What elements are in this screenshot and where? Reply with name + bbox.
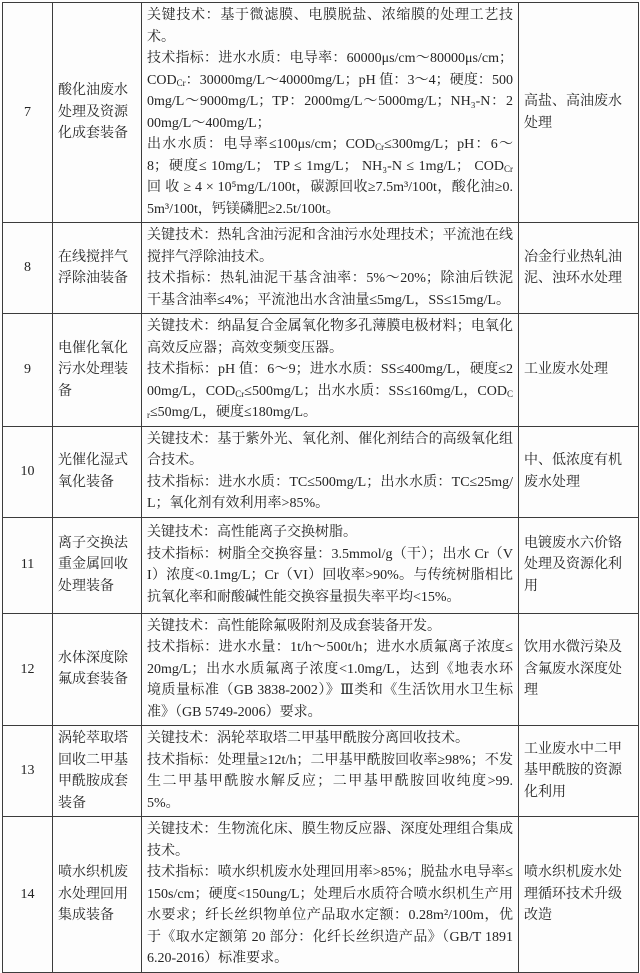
- table-row: [3, 817, 639, 973]
- tech-description: [142, 613, 519, 726]
- table-row: [3, 223, 639, 314]
- tech-description: [142, 726, 519, 817]
- description-paragraph: 关键技术：基于微滤膜、电膜脱盐、浓缩膜的处理工艺技术。: [147, 8, 513, 45]
- description-paragraph: 出水水质：电导率≤100μs/cm；$COD_{Cr}\le 300mg/L$；pH：6～8；硬度≤ 10mg/L； TP ≤ 1mg/L； NH₃-N ≤ 1mg/L； $COD_{Cr}$ 回 收 ≥ 4 × 10⁵mg/L/100t，碳源回收≥7.5m³/100t，酸化油≥0.5m³/100t，钙镁磷肥≥2.5t/100t。: [147, 137, 513, 217]
- row-number: 12: [3, 613, 53, 726]
- equipment-name: 光催化湿式氧化装备: [53, 426, 142, 517]
- table-row: [3, 314, 639, 427]
- tech-description: [142, 517, 519, 613]
- table-row: [3, 3, 639, 223]
- row-number: 13: [3, 726, 53, 817]
- table-row: [3, 426, 639, 517]
- description-paragraph: 关键技术：高性能离子交换树脂。: [147, 525, 357, 540]
- equipment-name: 离子交换法重金属回收处理装备: [53, 517, 142, 613]
- equipment-name: 喷水织机废水处理回用集成装备: [53, 817, 142, 973]
- application-field: 高盐、高油废水处理: [519, 3, 639, 223]
- equipment-name: 电催化氧化污水处理装备: [53, 314, 142, 427]
- description-paragraph: 关键技术：基于紫外光、氧化剂、催化剂结合的高级氧化组合技术。: [147, 431, 513, 468]
- application-field: 冶金行业热轧油泥、浊环水处理: [519, 223, 639, 314]
- description-paragraph: 技术指标：处理量≥12t/h；二甲基甲酰胺回收率≥98%；不发生二甲基甲酰胺水解反应；二甲基甲酰胺回收纯度>99.5%。: [147, 752, 513, 811]
- row-number: 10: [3, 426, 53, 517]
- application-field: 中、低浓度有机废水处理: [519, 426, 639, 517]
- equipment-name: 酸化油废水处理及资源化成套装备: [53, 3, 142, 223]
- row-number: 9: [3, 314, 53, 427]
- table-row: [3, 726, 639, 817]
- equipment-name: 在线搅拌气浮除油装备: [53, 223, 142, 314]
- description-paragraph: 技术指标：进水水量：1t/h～500t/h；进水水质氟离子浓度≤20mg/L；出水水质氟离子浓度<1.0mg/L，达到《地表水环境质量标准（GB 3838-2002）》Ⅲ类和《生活饮用水卫生标准》（GB 5749-2006）要求。: [147, 640, 513, 720]
- description-paragraph: 技术指标：喷水织机废水处理回用率>85%；脱盐水电导率≤150s/cm；硬度<150ung/L；处理后水质符合喷水织机生产用水要求；纤长丝织物单位产品取水定额：0.28m²/100m，优于《取水定额第 20 部分：化纤长丝织造产品》（GB/T 18916.20-2016）标准要求。: [147, 865, 513, 966]
- description-paragraph: 技术指标：热轧油泥干基含油率：5%～20%；除油后铁泥干基含油率≤4%；平流池出水含油量≤5mg/L，SS≤15mg/L。: [147, 271, 513, 308]
- description-paragraph: 技术指标：树脂全交换容量：3.5mmol/g（干）；出水 Cr（VI）浓度<0.1mg/L；Cr（VI）回收率>90%。与传统树脂相比抗氧化率和耐酸碱性能交换容量损失率平均<15%。: [147, 546, 513, 605]
- description-paragraph: 技术指标：pH 值：6～9；进水水质：SS≤400mg/L，硬度≤200mg/L，$COD_{Cr}\le 500mg/L$；出水水质：SS≤160mg/L，$COD_{Cr}\le 50mg/L$，硬度≤180mg/L。: [147, 362, 513, 420]
- tech-description: [142, 817, 519, 973]
- application-field: 工业废水处理: [519, 314, 639, 427]
- table-body: [3, 3, 639, 973]
- application-field: 电镀废水六价铬处理及资源化利用: [519, 517, 639, 613]
- technology-equipment-table: [2, 2, 639, 973]
- description-paragraph: 关键技术：涡轮萃取塔二甲基甲酰胺分离回收技术。: [147, 731, 469, 746]
- table-row: [3, 517, 639, 613]
- equipment-name: 涡轮萃取塔回收二甲基甲酰胺成套装备: [53, 726, 142, 817]
- equipment-name: 水体深度除氟成套装备: [53, 613, 142, 726]
- tech-description: [142, 3, 519, 223]
- tech-description: [142, 426, 519, 517]
- application-field: 饮用水微污染及含氟废水深度处理: [519, 613, 639, 726]
- application-field: 工业废水中二甲基甲酰胺的资源化利用: [519, 726, 639, 817]
- description-paragraph: 技术指标：进水水质：TC≤500mg/L；出水水质：TC≤25mg/L；氧化剂有效利用率>85%。: [147, 474, 513, 511]
- tech-description: [142, 223, 519, 314]
- row-number: 11: [3, 517, 53, 613]
- description-paragraph: 关键技术：热轧含油污泥和含油污水处理技术；平流池在线搅拌气浮除油技术。: [147, 228, 513, 265]
- description-paragraph: 技术指标：进水水质：电导率：60000μs/cm～80000μs/cm；$COD_{Cr}$：30000mg/L～40000mg/L；pH 值：3～4；硬度：5000mg/L～9000mg/L；TP：2000mg/L～5000mg/L；NH₃-N：200mg/L～400mg/L；: [147, 51, 513, 131]
- table-row: [3, 613, 639, 726]
- description-paragraph: 关键技术：生物流化床、膜生物反应器、深度处理组合集成技术。: [147, 822, 513, 859]
- application-field: 喷水织机废水处理循环技术升级改造: [519, 817, 639, 973]
- description-paragraph: 关键技术：纳晶复合金属氧化物多孔薄膜电极材料；电氧化高效反应器；高效变频变压器。: [147, 319, 513, 356]
- row-number: 8: [3, 223, 53, 314]
- tech-description: [142, 314, 519, 427]
- row-number: 14: [3, 817, 53, 973]
- description-paragraph: 关键技术：高性能除氟吸附剂及成套装备开发。: [147, 618, 441, 634]
- row-number: 7: [3, 3, 53, 223]
